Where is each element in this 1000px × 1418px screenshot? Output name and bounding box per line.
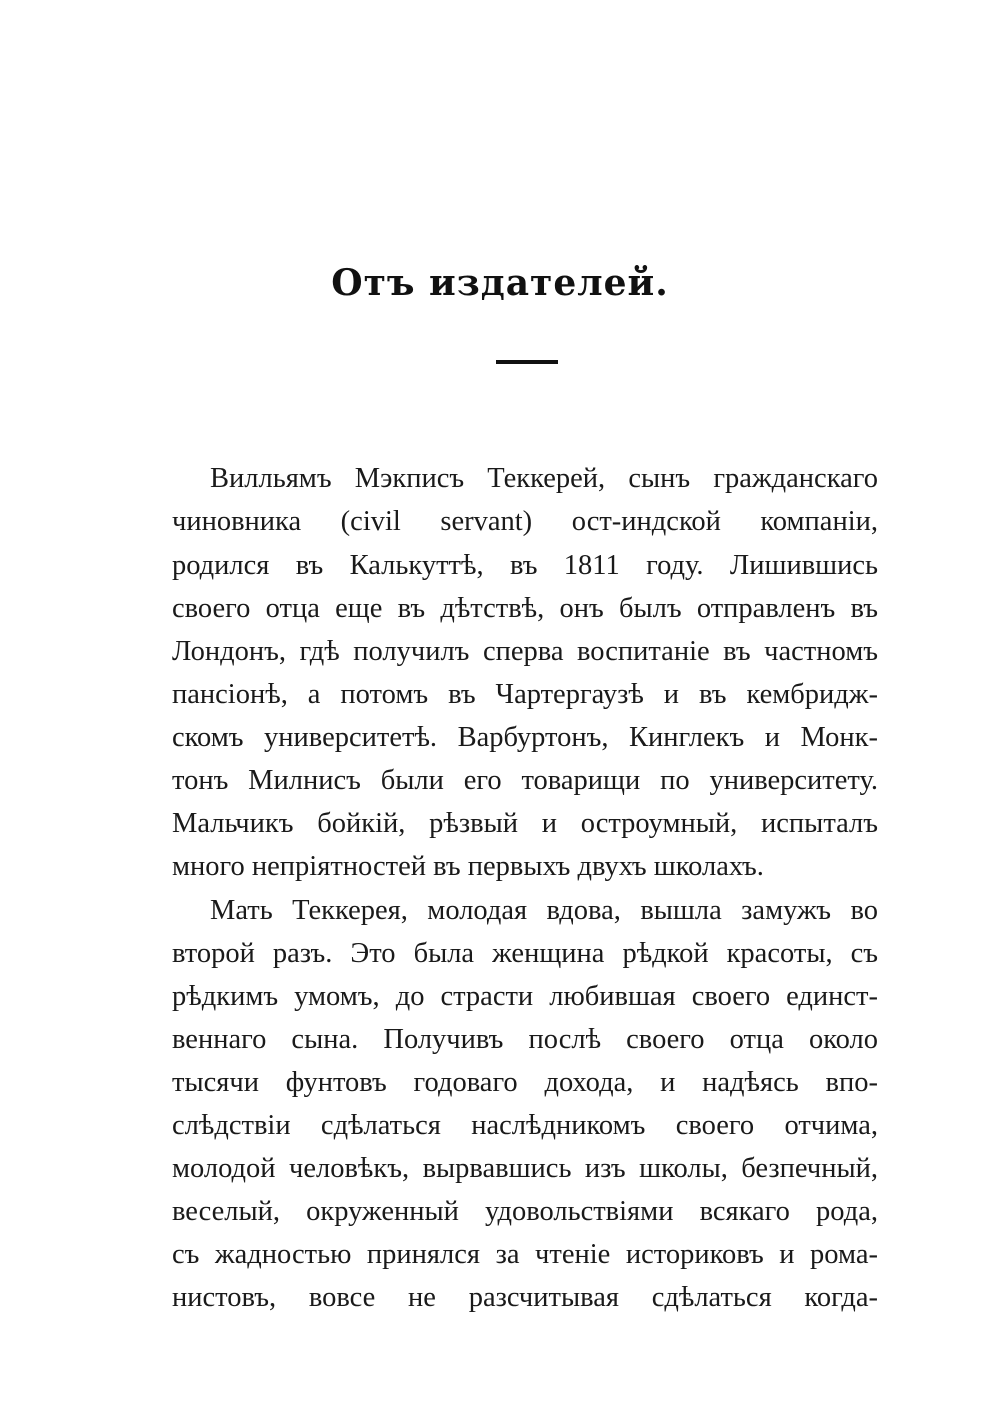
text-line: Виллья‌мъ Мэкписъ Теккерей, сынъ гражданскаго <box>210 463 878 494</box>
text-line: рѣдкимъ умомъ, до страсти любившая своего единст- <box>172 981 878 1012</box>
text-line: пансіонѣ, а потомъ въ Чартергаузѣ и въ кембридж- <box>172 679 878 710</box>
text-line: слѣдствіи сдѣлаться наслѣдникомъ своего отчима, <box>172 1110 878 1141</box>
text-line: нистовъ, вовсе не разсчитывая сдѣлаться когда- <box>172 1282 878 1313</box>
text-line: своего отца еще въ дѣтствѣ, онъ былъ отправленъ въ <box>172 593 878 624</box>
text-line: Мальчикъ бойкій, рѣзвый и остроумный, испыталъ <box>172 808 878 839</box>
title-divider <box>496 360 558 364</box>
text-line: тонъ Милнисъ были его товарищи по университету. <box>172 765 878 796</box>
text-line: съ жадностью принялся за чтеніе историковъ и рома- <box>172 1239 878 1270</box>
text-line: веселый, окруженный удовольствіями всякаго рода, <box>172 1196 878 1227</box>
text-line: молодой человѣкъ, вырвавшись изъ школы, безпечный, <box>172 1153 878 1184</box>
text-line: веннаго сына. Получивъ послѣ своего отца около <box>172 1024 878 1055</box>
text-line: скомъ университетѣ. Варбуртонъ, Кинглекъ и Монк- <box>172 722 878 753</box>
page-title: Отъ издателей. <box>331 262 669 304</box>
text-line: родился въ Калькуттѣ, въ 1811 году. Лишившись <box>172 550 878 581</box>
text-line: Лондонъ, гдѣ получилъ сперва воспитаніе въ частномъ <box>172 636 878 667</box>
text-line: Мать Теккерея, молодая вдова, вышла замужъ во <box>210 895 878 926</box>
text-line: второй разъ. Это была женщина рѣдкой красоты, съ <box>172 938 878 969</box>
text-line: много непріятностей въ первыхъ двухъ школахъ. <box>172 851 764 882</box>
text-line: чиновника (civil servant) ост-индской компаніи, <box>172 506 878 537</box>
text-line: тысячи фунтовъ годоваго дохода, и надѣясь впо- <box>172 1067 878 1098</box>
